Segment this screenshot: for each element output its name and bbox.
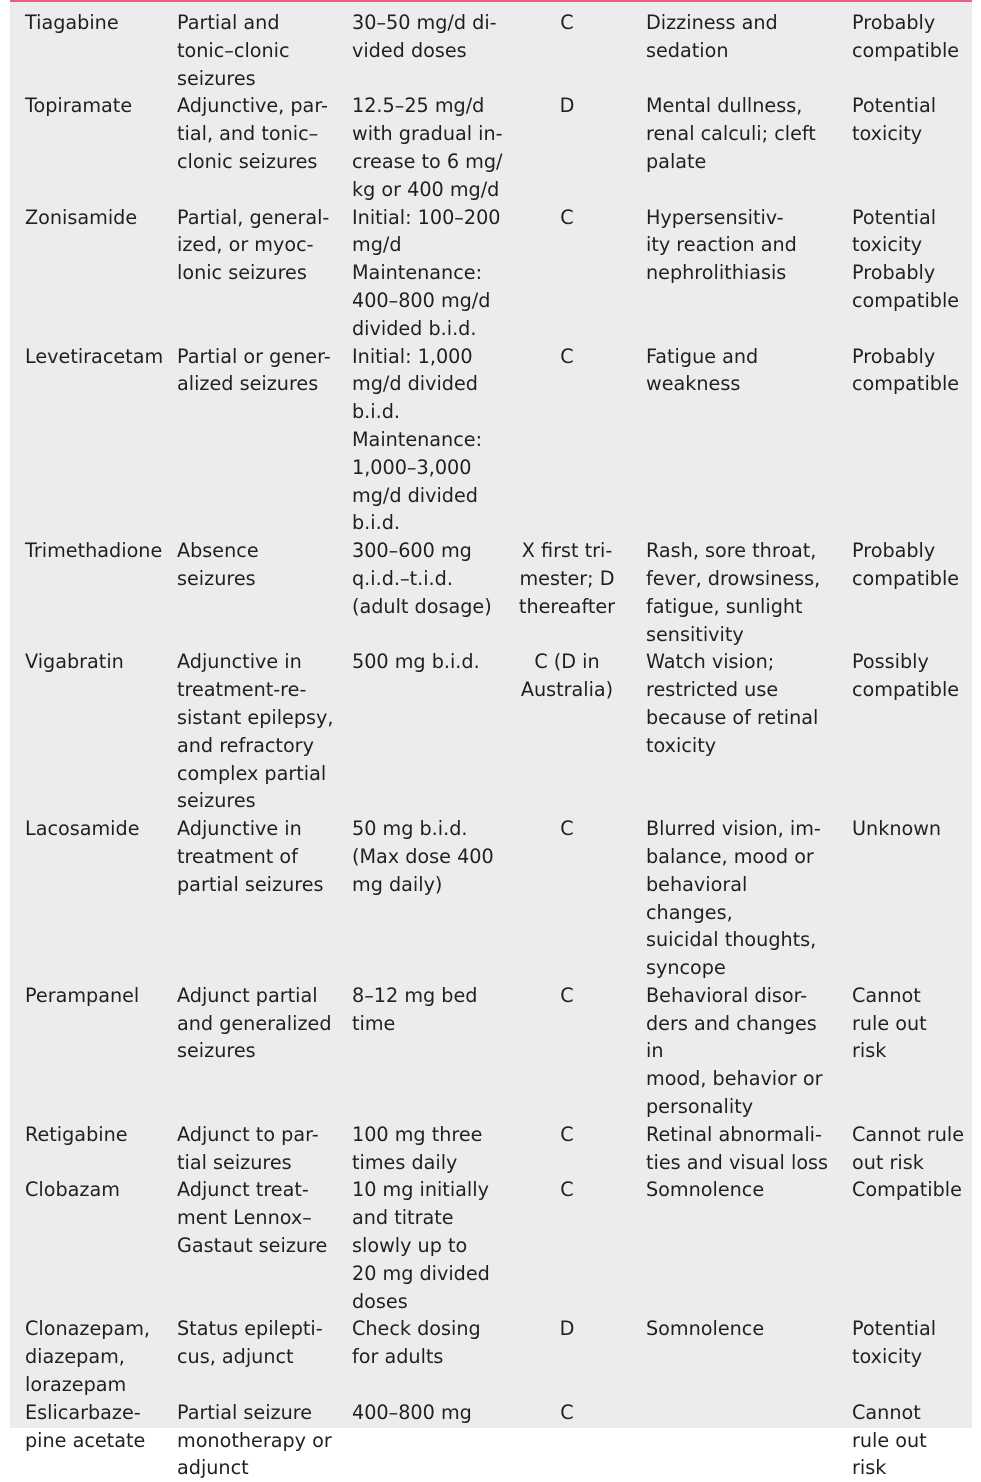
dosage: 50 mg b.i.d. (Max dose 400 mg daily) — [352, 817, 494, 896]
adverse-effects: Blurred vision, im- balance, mood or behavioral changes, suicidal thoughts, syncope — [646, 817, 821, 980]
lactation: Probably compatible — [852, 11, 960, 62]
drug-name: Perampanel — [25, 983, 140, 1007]
indication: Partial, general- ized, or myoc- lonic seizures — [177, 205, 330, 285]
drug-name: Zonisamide — [25, 205, 138, 229]
drug-name: Clobazam — [25, 1178, 120, 1202]
dosage: 10 mg initially and titrate slowly up to 20 mg divided doses — [352, 1178, 490, 1313]
table-row — [10, 92, 972, 203]
pregnancy-category: C — [560, 11, 574, 34]
table-row — [10, 815, 972, 982]
drug-name: Tiagabine — [25, 11, 119, 34]
pregnancy-category: C — [560, 983, 574, 1007]
pregnancy-category: C — [560, 344, 574, 368]
table-row — [10, 1121, 972, 1177]
adverse-effects: Behavioral disor- ders and changes in mood, behavior or personality — [646, 983, 823, 1119]
table-row — [10, 343, 972, 538]
drug-name: Trimethadione — [25, 539, 163, 563]
drug-name: Vigabratin — [25, 650, 124, 674]
table-row — [10, 982, 972, 1121]
indication: Adjunctive in treatment of partial seizures — [177, 817, 324, 896]
pregnancy-category: X first tri- mester; D thereafter — [518, 539, 616, 618]
dosage: 12.5–25 mg/d with gradual in- crease to 6 mg/ kg or 400 mg/d — [352, 94, 503, 201]
pregnancy-category: C — [560, 205, 574, 229]
drug-name: Retigabine — [25, 1122, 128, 1146]
drug-name: Topiramate — [25, 94, 133, 118]
adverse-effects: Fatigue and weakness — [646, 344, 759, 396]
table-row — [10, 1399, 972, 1482]
lactation: Cannot rule out risk — [852, 983, 927, 1063]
indication: Adjunctive, par- tial, and tonic– clonic seizures — [177, 94, 328, 173]
table-row — [10, 1315, 972, 1398]
pregnancy-category: C — [560, 817, 574, 841]
indication: Adjunct partial and generalized seizures — [177, 983, 332, 1063]
table-top-rule — [10, 0, 972, 2]
dosage: Initial: 1,000 mg/d divided b.i.d. Maintenance: 1,000–3,000 mg/d divided b.i.d. — [352, 344, 483, 535]
table-row — [10, 537, 972, 648]
dosage: 8–12 mg bed time — [352, 983, 478, 1035]
indication: Adjunctive in treatment-re- sistant epilepsy, and refractory complex partial seizures — [177, 650, 334, 813]
lactation: Cannot rule out risk — [852, 1122, 965, 1174]
dosage: Initial: 100–200 mg/d Maintenance: 400–800 mg/d divided b.i.d. — [352, 205, 501, 340]
drug-name: Levetiracetam — [25, 344, 164, 368]
adverse-effects: Retinal abnormali- ties and visual loss — [646, 1122, 829, 1174]
table-row — [10, 648, 972, 815]
lactation: Compatible — [852, 1178, 962, 1202]
lactation: Probably compatible — [852, 539, 960, 590]
table-row — [10, 204, 972, 343]
adverse-effects: Rash, sore throat, fever, drowsiness, fatigue, sunlight sensitivity — [646, 539, 821, 646]
adverse-effects: Somnolence — [646, 1317, 765, 1341]
adverse-effects: Hypersensitiv- ity reaction and nephrolithiasis — [646, 205, 797, 285]
dosage: 500 mg b.i.d. — [352, 650, 480, 674]
dosage: 300–600 mg q.i.d.–t.i.d. (adult dosage) — [352, 539, 492, 618]
dosage: 30–50 mg/d di- vided doses — [352, 11, 497, 62]
indication: Partial seizure monotherapy or adjunct — [177, 1400, 332, 1480]
adverse-effects: Watch vision; restricted use because of retinal toxicity — [646, 650, 819, 757]
adverse-effects: Mental dullness, renal calculi; cleft palate — [646, 94, 816, 173]
pregnancy-category: D — [559, 94, 575, 118]
pregnancy-category: D — [559, 1317, 575, 1341]
lactation: Cannot rule out risk — [852, 1400, 927, 1480]
indication: Adjunct to par- tial seizures — [177, 1122, 319, 1174]
pregnancy-category: C — [560, 1178, 574, 1202]
indication: Partial or gener- alized seizures — [177, 344, 331, 396]
adverse-effects: Dizziness and sedation — [646, 11, 778, 62]
table-row — [10, 1176, 972, 1315]
pregnancy-category: C — [560, 1400, 574, 1424]
dosage: 400–800 mg — [352, 1400, 472, 1424]
table-row — [10, 9, 972, 92]
lactation: Probably compatible — [852, 344, 960, 396]
lactation: Unknown — [852, 817, 942, 841]
pregnancy-category: C (D in Australia) — [520, 650, 614, 702]
lactation: Potential toxicity — [852, 94, 937, 146]
adverse-effects: Somnolence — [646, 1178, 765, 1202]
indication: Status epilepti- cus, adjunct — [177, 1317, 323, 1369]
indication: Partial and tonic–clonic seizures — [177, 11, 290, 90]
drug-name: Lacosamide — [25, 817, 140, 841]
lactation: Potential toxicity — [852, 1317, 937, 1369]
antiepileptic-drug-table — [10, 9, 972, 1482]
pregnancy-category: C — [560, 1122, 574, 1146]
lactation: Possibly compatible — [852, 650, 960, 702]
indication: Adjunct treat- ment Lennox– Gastaut seizure — [177, 1178, 328, 1258]
adverse-effects — [631, 1399, 837, 1482]
dosage: 100 mg three times daily — [352, 1122, 483, 1174]
drug-name: Eslicarbaze- pine acetate — [25, 1400, 146, 1452]
indication: Absence seizures — [177, 539, 259, 590]
drug-name: Clonazepam, diazepam, lorazepam — [25, 1317, 150, 1397]
lactation: Potential toxicity Probably compatible — [852, 205, 960, 312]
dosage: Check dosing for adults — [352, 1317, 481, 1369]
